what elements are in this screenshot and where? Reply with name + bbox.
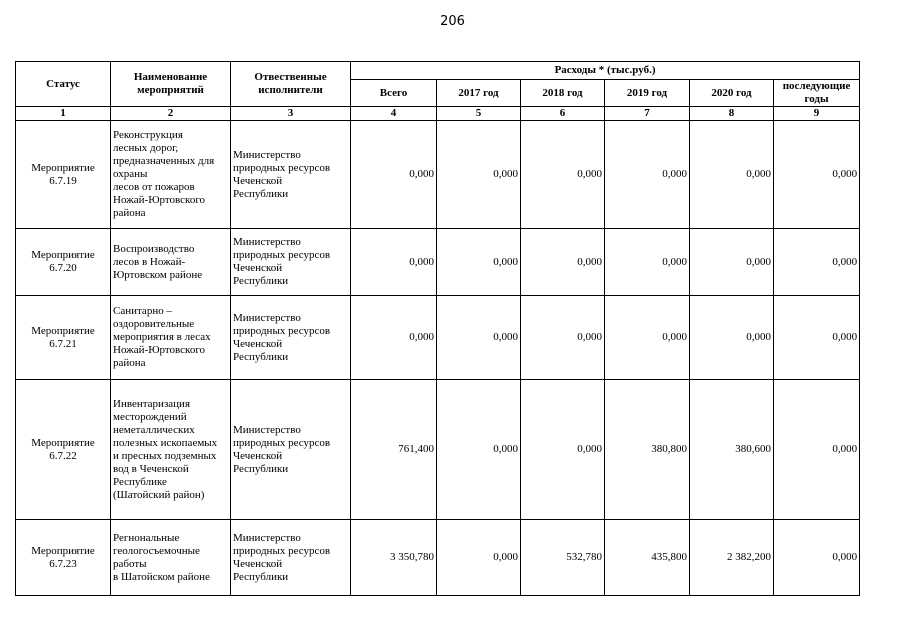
row-activity-name: Реконструкция лесных дорог, предназначенных для охраны лесов от пожаров Ножай-Юртовского района [111,121,231,229]
header-executors: Отвественные исполнители [231,62,351,107]
table-row [16,296,860,380]
row-status: Мероприятие 6.7.23 [16,520,111,596]
row-total: 0,000 [351,121,437,229]
column-number: 2 [111,107,231,121]
row-subsequent: 0,000 [774,296,860,380]
column-number: 3 [231,107,351,121]
table-row [16,520,860,596]
row-executor: Министерство природных ресурсов Чеченской Республики [231,520,351,596]
row-2020: 0,000 [690,121,774,229]
row-status: Мероприятие 6.7.19 [16,121,111,229]
row-2019: 380,800 [605,380,690,520]
header-2018: 2018 год [521,80,605,107]
row-subsequent: 0,000 [774,121,860,229]
row-2017: 0,000 [437,296,521,380]
row-2019: 435,800 [605,520,690,596]
column-number: 5 [437,107,521,121]
row-total: 0,000 [351,229,437,296]
table-row [16,380,860,520]
row-2018: 532,780 [521,520,605,596]
row-2018: 0,000 [521,121,605,229]
row-subsequent: 0,000 [774,520,860,596]
header-2020: 2020 год [690,80,774,107]
row-2017: 0,000 [437,121,521,229]
column-number: 8 [690,107,774,121]
row-activity-name: Инвентаризация месторождений неметаллических полезных ископаемых и пресных подземных вод в Чеченской Республике (Шатойский район) [111,380,231,520]
header-expenses: Расходы * (тыс.руб.) [351,62,860,80]
row-total: 0,000 [351,296,437,380]
page-number: 206 [440,14,465,29]
column-number: 4 [351,107,437,121]
column-number: 6 [521,107,605,121]
column-number: 7 [605,107,690,121]
row-executor: Министерство природных ресурсов Чеченской Республики [231,296,351,380]
row-executor: Министерство природных ресурсов Чеченской Республики [231,121,351,229]
row-subsequent: 0,000 [774,229,860,296]
row-2018: 0,000 [521,380,605,520]
row-2018: 0,000 [521,229,605,296]
row-2018: 0,000 [521,296,605,380]
row-total: 3 350,780 [351,520,437,596]
table-row [16,229,860,296]
column-number: 9 [774,107,860,121]
header-total: Всего [351,80,437,107]
row-activity-name: Воспроизводство лесов в Ножай- Юртовском районе [111,229,231,296]
budget-table [15,61,860,596]
header-2017: 2017 год [437,80,521,107]
row-status: Мероприятие 6.7.20 [16,229,111,296]
header-status: Статус [16,62,111,107]
row-activity-name: Регнональные геологосъемочные работы в Шатойском районе [111,520,231,596]
header-subsequent: последующие годы [774,80,860,107]
row-2017: 0,000 [437,229,521,296]
header-2019: 2019 год [605,80,690,107]
row-total: 761,400 [351,380,437,520]
column-number-row [16,107,860,121]
row-2020: 0,000 [690,229,774,296]
row-2017: 0,000 [437,380,521,520]
row-executor: Министерство природных ресурсов Чеченской Республики [231,380,351,520]
row-2019: 0,000 [605,296,690,380]
row-2020: 2 382,200 [690,520,774,596]
row-status: Мероприятие 6.7.21 [16,296,111,380]
row-2019: 0,000 [605,229,690,296]
row-2020: 0,000 [690,296,774,380]
row-2020: 380,600 [690,380,774,520]
row-activity-name: Санитарно – оздоровительные мероприятия в лесах Ножай-Юртовского района [111,296,231,380]
column-number: 1 [16,107,111,121]
row-2019: 0,000 [605,121,690,229]
header-name: Наименование мероприятий [111,62,231,107]
table-row [16,121,860,229]
row-2017: 0,000 [437,520,521,596]
row-executor: Министерство природных ресурсов Чеченской Республики [231,229,351,296]
row-status: Мероприятие 6.7.22 [16,380,111,520]
row-subsequent: 0,000 [774,380,860,520]
